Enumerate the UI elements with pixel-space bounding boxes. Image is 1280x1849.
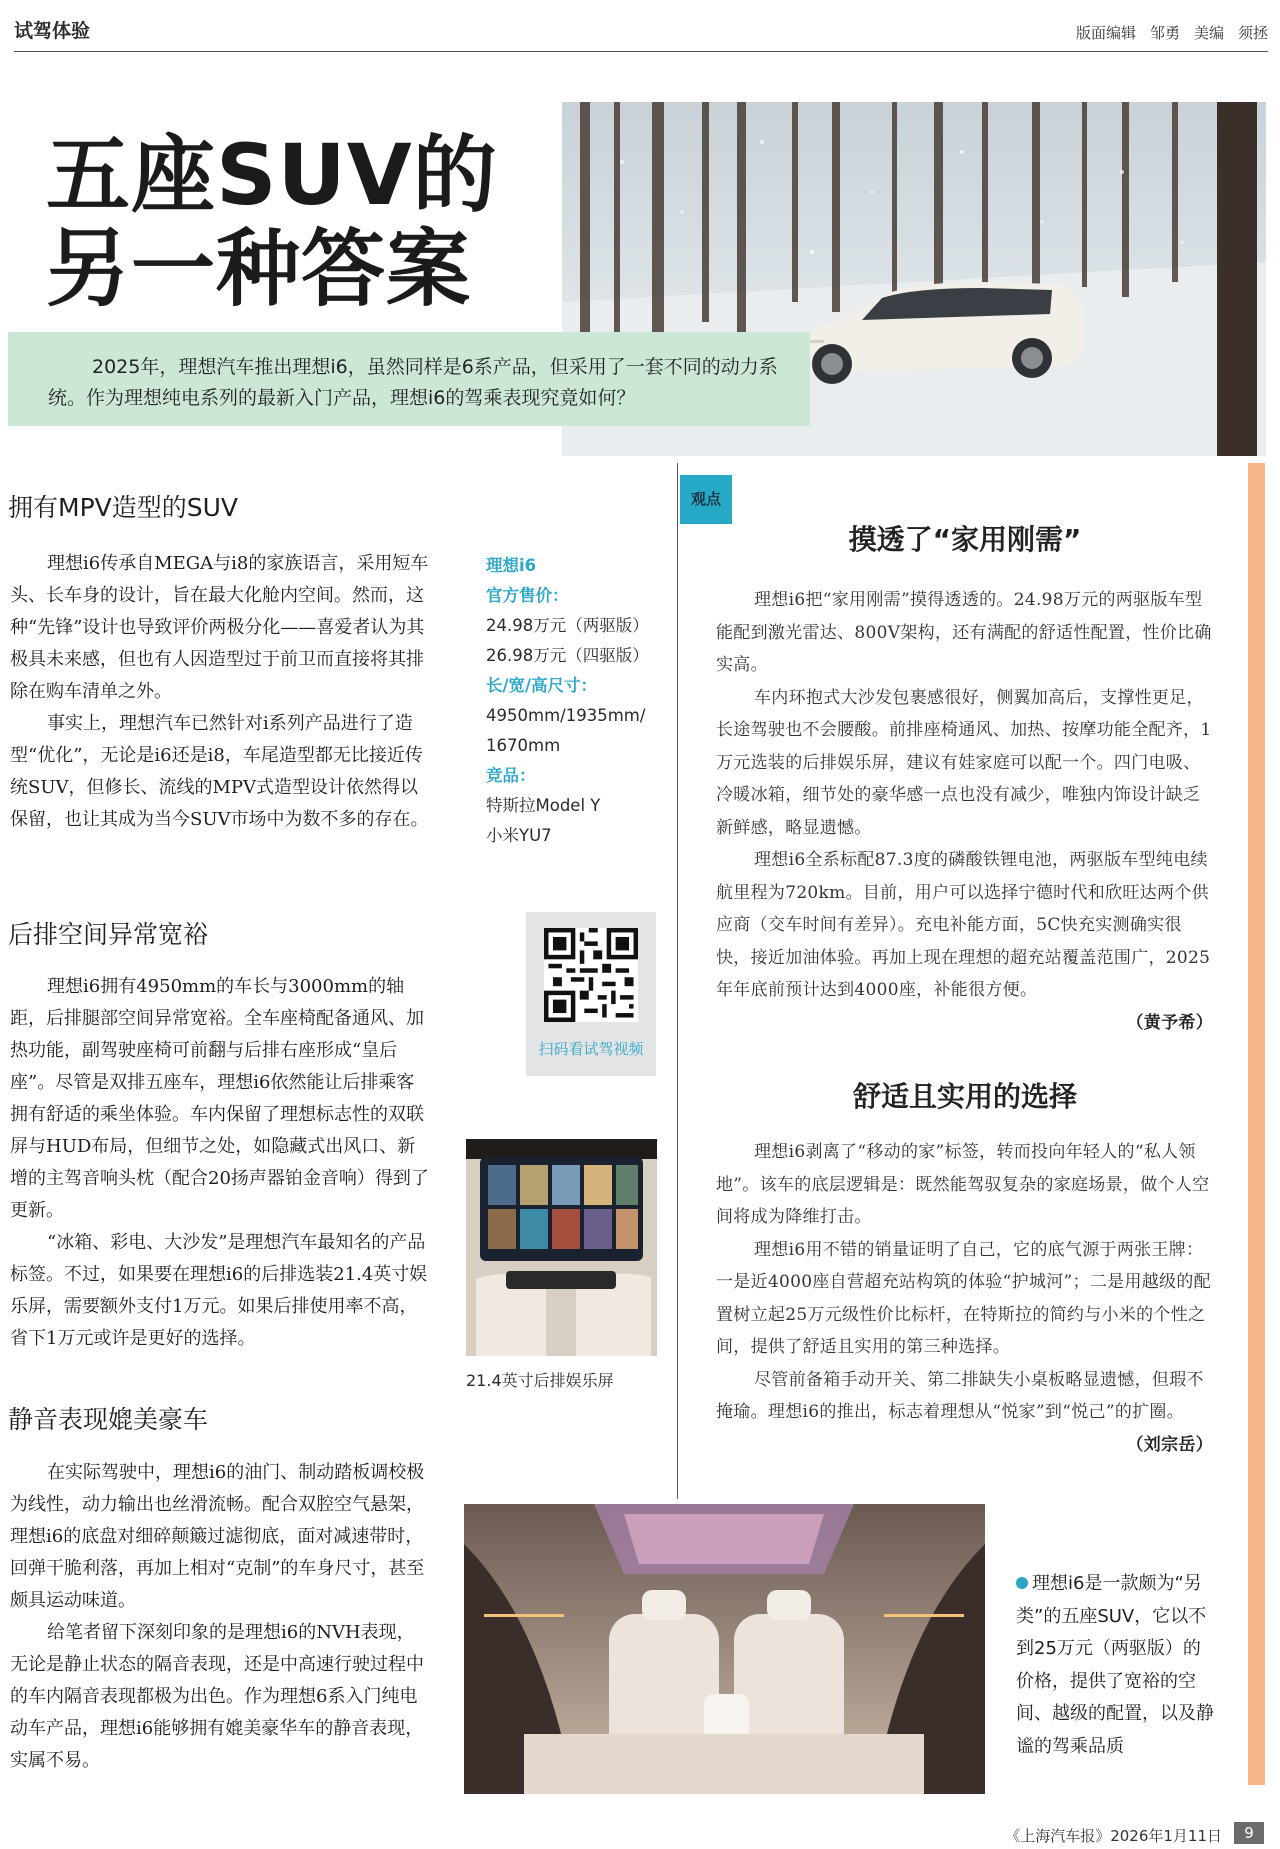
spec-size-label: 长/宽/高尺寸： [486,676,598,695]
opinion-badge: 观点 [680,475,732,524]
page-number: 9 [1234,1822,1264,1844]
column-divider [677,463,678,1499]
section-body-3 [10,1457,430,1777]
spec-rival-label: 竞品： [486,766,536,785]
spec-size-line-2: 1670mm [486,736,561,755]
section-label: 试驾体验 [14,20,91,42]
section-body-2 [10,971,430,1355]
section-body-1 [10,548,430,836]
opinion-title-2: 舒适且实用的选择 [852,1080,1077,1113]
section-1-paragraph-2: 事实上，理想汽车已然针对i系列产品进行了造型“优化”，无论是i6还是i8，车尾造型都无比接近传统SUV，但修长、流线的MPV式造型设计依然得以保留，也让其成为当今SUV市场中为数不多的存在。 [10,713,429,830]
section-heading-3: 静音表现媲美豪车 [8,1405,209,1434]
section-heading-2: 后排空间异常宽裕 [8,920,209,949]
section-3-paragraph-2: 给笔者留下深刻印象的是理想i6的NVH表现，无论是静止状态的隔音表现，还是中高速行驶过程中的车内隔音表现都极为出色。作为理想6系入门纯电动车产品，理想i6能够拥有媲美豪华车的静音表现，实属不易。 [10,1622,424,1771]
rear-screen-caption: 21.4英寸后排娱乐屏 [466,1371,614,1390]
rear-cabin-interior-photo [464,1504,985,1794]
header-divider [14,51,1268,52]
opinion-title-1: 摸透了“家用刚需” [848,523,1082,556]
opinion-body-1 [716,584,1213,1039]
opinion-2-author: （刘宗岳） [1126,1434,1213,1454]
section-2-paragraph-1: 理想i6拥有4950mm的车长与3000mm的轴距，后排腿部空间异常宽裕。全车座椅配备通风、加热功能，副驾驶座椅可前翻与后排右座形成“皇后座”。尽管是双排五座车，理想i6依然能让后排乘客拥有舒适的乘坐体验。车内保留了理想标志性的双联屏与HUD布局，但细节之处，如隐藏式出风口、新增的主驾音响头枕（配合20扬声器铂金音响）得到了更新。 [10,976,429,1221]
qr-code-icon[interactable] [544,928,638,1022]
credit-label-designer: 美编 [1193,24,1224,42]
side-accent-bar [1248,463,1265,1785]
photo-caption [1016,1568,1216,1763]
section-2-paragraph-2: “冰箱、彩电、大沙发”是理想汽车最知名的产品标签。不过，如果要在理想i6的后排选装21.4英寸娱乐屏，需要额外支付1万元。如果后排使用率不高，省下1万元或许是更好的选择。 [10,1232,428,1349]
title-line-2: 另一种答案 [46,220,472,318]
section-heading-1: 拥有MPV造型的SUV [8,493,239,522]
spec-sidebar [486,551,649,851]
qr-caption: 扫码看试驾视频 [538,1040,644,1058]
credit-editor-name: 邹勇 [1149,24,1180,42]
opinion-1-author: （黄予希） [1126,1012,1213,1032]
spec-size-line-1: 4950mm/1935mm/ [486,706,646,725]
article-title [46,128,546,316]
spec-price-label: 官方售价： [486,586,569,605]
spec-price-4wd: 26.98万元（四驱版） [486,646,649,665]
opinion-2-paragraph-2: 理想i6用不错的销量证明了自己，它的底气源于两张王牌：一是近4000座自营超充站构筑的体验“护城河”；二是用越级的配置树立起25万元级性价比标杆，在特斯拉的简约与小米的个性之间，提供了舒适且实用的第三种选择。 [716,1239,1211,1357]
bullet-dot-icon [1016,1577,1028,1589]
title-line-1: 五座SUV的 [46,126,498,224]
opinion-1-paragraph-2: 车内环抱式大沙发包裹感很好，侧翼加高后，支撑性更足，长途驾驶也不会腰酸。前排座椅通风、加热、按摩功能全配齐，1万元选装的后排娱乐屏，建议有娃家庭可以配一个。四门电吸、冷暖冰箱，细节处的豪华感一点也没有减少，唯独内饰设计缺乏新鲜感，略显遗憾。 [716,687,1212,838]
rear-entertainment-screen-photo [466,1139,657,1356]
credit-designer-name: 须拯 [1237,24,1268,42]
opinion-2-paragraph-1: 理想i6剥离了“移动的家”标签，转而投向年轻人的“私人领地”。该车的底层逻辑是：既然能驾驭复杂的家庭场景，做个人空间将成为降维打击。 [716,1142,1210,1227]
intro-box [8,332,810,426]
opinion-body-2 [716,1136,1213,1461]
photo-caption-text: 理想i6是一款颇为“另类”的五座SUV，它以不到25万元（两驱版）的价格，提供了宽裕的空间、越级的配置，以及静谧的驾乘品质 [1016,1573,1214,1757]
opinion-2-paragraph-3: 尽管前备箱手动开关、第二排缺失小桌板略显遗憾，但瑕不掩瑜。理想i6的推出，标志着理想从“悦家”到“悦己”的扩圈。 [716,1369,1204,1422]
spec-rival-2: 小米YU7 [486,826,552,845]
credit-label-editor: 版面编辑 [1075,24,1136,42]
footer-publication: 《上海汽车报》2026年1月11日 [1005,1827,1222,1845]
opinion-1-paragraph-3: 理想i6全系标配87.3度的磷酸铁锂电池，两驱版车型纯电续航里程为720km。目前，用户可以选择宁德时代和欣旺达两个供应商（交车时间有差异）。充电补能方面，5C快充实测确实很快，接近加油体验。再加上现在理想的超充站覆盖范围广，2025年年底前预计达到4000座，补能很方便。 [716,850,1211,1000]
spec-model: 理想i6 [486,556,537,575]
opinion-1-paragraph-1: 理想i6把“家用刚需”摸得透透的。24.98万元的两驱版车型能配到激光雷达、800V架构，还有满配的舒适性配置，性价比确实高。 [716,590,1212,675]
spec-rival-1: 特斯拉Model Y [486,796,601,815]
intro-text: 2025年，理想汽车推出理想i6，虽然同样是6系产品，但采用了一套不同的动力系统。作为理想纯电系列的最新入门产品，理想i6的驾乘表现究竟如何？ [48,356,778,409]
section-1-paragraph-1: 理想i6传承自MEGA与i8的家族语言，采用短车头、长车身的设计，旨在最大化舱内空间。然而，这种“先锋”设计也导致评价两极分化——喜爱者认为其极具未来感，但也有人因造型过于前卫而直接将其排除在购车清单之外。 [10,553,429,702]
editor-credits [1076,22,1268,43]
section-3-paragraph-1: 在实际驾驶中，理想i6的油门、制动踏板调校极为线性，动力输出也丝滑流畅。配合双腔空气悬架，理想i6的底盘对细碎颠簸过滤彻底，面对减速带时，回弹干脆利落，再加上相对“克制”的车身尺寸，甚至颇具运动味道。 [10,1462,425,1611]
qr-code-card[interactable] [526,912,656,1076]
spec-price-2wd: 24.98万元（两驱版） [486,616,649,635]
